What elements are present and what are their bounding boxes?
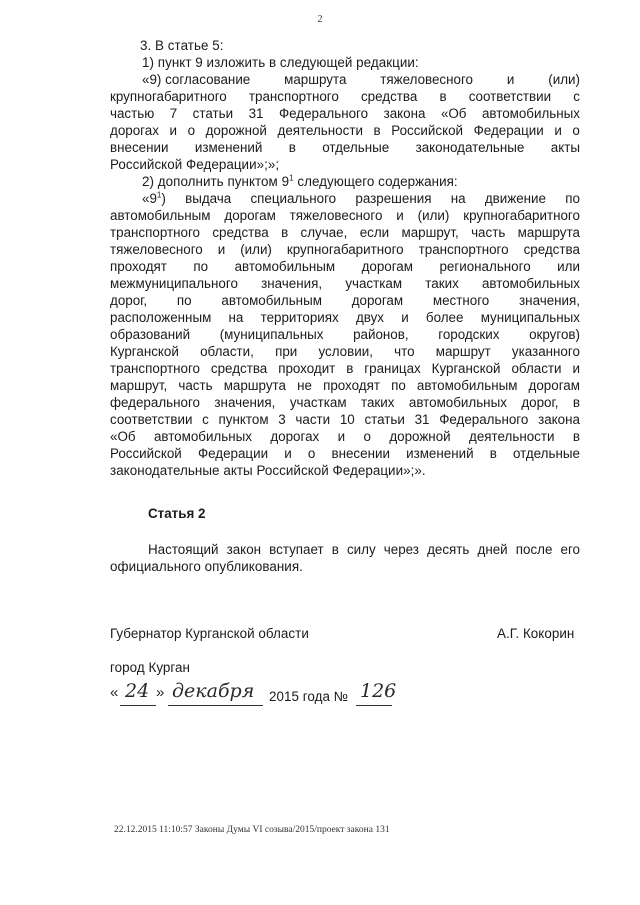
text-line: «Об автомобильных дорогах и о дорожной деятельности в (110, 429, 580, 444)
text-line: образований (муниципальных районов, городских округов) (110, 327, 580, 342)
text-line: маршрут, часть маршрута не проходят по автомобильным дорогам (110, 378, 580, 393)
text-line: законодательные акты Российской Федерации»;». (110, 463, 426, 478)
text-line: Настоящий закон вступает в силу через десять дней после его (148, 542, 580, 557)
text-line: проходят по автомобильным дорогам регионального или (110, 259, 580, 274)
text-line: тяжеловесного и (или) крупногабаритного транспортного средства (110, 242, 580, 257)
date-day-handwritten: 24 (125, 680, 150, 702)
text-line: транспортного средства в случае, если маршрут, часть маршрута (110, 225, 580, 240)
page-number: 2 (317, 14, 323, 25)
text-line: Российской Федерации»;»; (110, 157, 280, 172)
date-month-handwritten: декабря (172, 680, 255, 702)
text-line: расположенным на территориях двух и более муниципальных (110, 310, 580, 325)
text-line: дорогах и о дорожной деятельности в Российской Федерации и о (110, 123, 580, 138)
signature-name: А.Г. Кокорин (497, 626, 575, 641)
text-line: межмуниципального значения, участкам таких автомобильных (110, 276, 580, 291)
article-heading: Статья 2 (148, 506, 206, 521)
text-line: Курганской области, при условии, что маршрут указанного (110, 344, 580, 359)
text-line: частью 7 статьи 31 Федерального закона «Об автомобильных (110, 106, 580, 121)
text-line: 3. В статье 5: (140, 38, 224, 53)
text-line: «9) согласование маршрута тяжеловесного и (или) (142, 72, 580, 87)
text-line: 2) дополнить пунктом $9^1$ следующего содержания: (142, 173, 458, 189)
date-year-text: 2015 года № (269, 689, 349, 704)
text-line: Российской Федерации и о внесении изменений в отдельные (110, 446, 580, 461)
text-line: дорог, по автомобильным дорогам местного значения, (110, 293, 580, 308)
text-line: официального опубликования. (110, 559, 303, 574)
date-close-quote: » (156, 684, 165, 701)
text-line: крупногабаритного транспортного средства в соответствии с (110, 89, 580, 104)
text-line: «$9^1$) выдача специального разрешения на движение по (142, 190, 580, 206)
date-number-handwritten: 126 (360, 680, 397, 702)
text-line: внесении изменений в отдельные законодательные акты (110, 140, 580, 155)
footer-path: 22.12.2015 11:10:57 Законы Думы VI созыва/2015/проект закона 131 (114, 825, 390, 835)
text-line: автомобильным дорогам тяжеловесного и (или) крупногабаритного (110, 208, 580, 223)
date-open-quote: « (110, 684, 119, 701)
city-line: город Курган (110, 660, 190, 675)
text-line: транспортного средства проходит в границах Курганской области и (110, 361, 580, 376)
signature-title: Губернатор Курганской области (110, 626, 309, 641)
text-line: федерального значения, участкам таких автомобильных дорог, в (110, 395, 580, 410)
text-line: 1) пункт 9 изложить в следующей редакции: (142, 55, 419, 70)
text-line: соответствии с пунктом 3 части 10 статьи 31 Федерального закона (110, 412, 580, 427)
